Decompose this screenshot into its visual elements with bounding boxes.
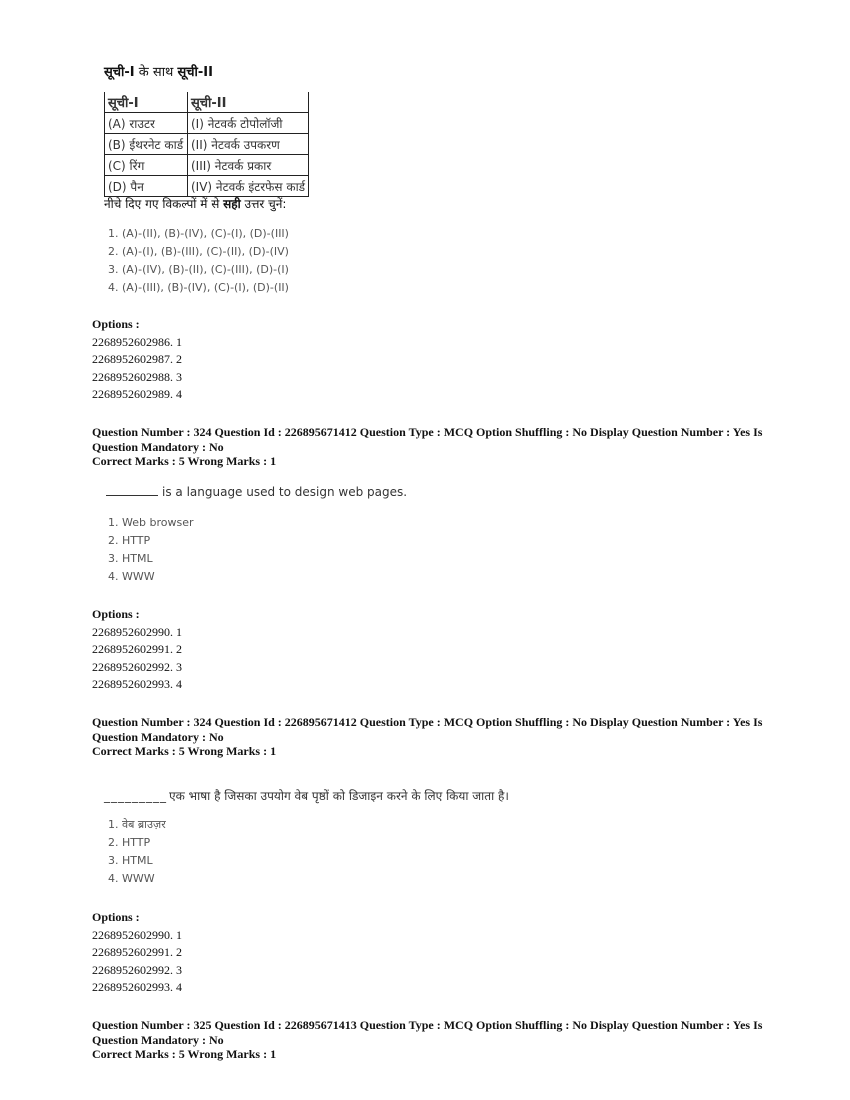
choice-item: 2. (A)-(I), (B)-(III), (C)-(II), (D)-(IV) xyxy=(108,245,289,258)
heading-list2: सूची-II xyxy=(177,65,213,80)
question-meta-line: Question Number : 324 Question Id : 226895671412 Question Type : MCQ Option Shuffling : No Display Question Number : Yes Is Question Mandatory : No xyxy=(92,715,763,744)
match-left: (A) राउटर xyxy=(105,113,188,134)
option-id: 2268952602993. 4 xyxy=(92,980,182,994)
option-id: 2268952602990. 1 xyxy=(92,927,182,942)
marks-line: Correct Marks : 5 Wrong Marks : 1 xyxy=(92,1047,277,1061)
question-meta-line: Question Number : 324 Question Id : 226895671412 Question Type : MCQ Option Shuffling : No Display Question Number : Yes Is Question Mandatory : No xyxy=(92,425,763,454)
q324-hi-options xyxy=(92,909,182,997)
q323-choices xyxy=(108,225,289,297)
col1-header: सूची-I xyxy=(105,92,188,113)
match-right: (II) नेटवर्क उपकरण xyxy=(188,134,309,155)
q324-hi-question xyxy=(104,787,509,804)
choice-item: 4. WWW xyxy=(108,872,155,885)
marks-line: Correct Marks : 5 Wrong Marks : 1 xyxy=(92,454,277,468)
choice-item: 1. Web browser xyxy=(108,516,194,529)
instruction-bold: सही xyxy=(223,197,241,211)
choice-item: 1. वेब ब्राउज़र xyxy=(108,818,166,831)
q324-en-meta xyxy=(92,425,772,469)
q324-hi-meta xyxy=(92,715,772,759)
choice-item: 3. HTML xyxy=(108,854,153,867)
match-table xyxy=(104,92,309,197)
choice-item: 4. (A)-(III), (B)-(IV), (C)-(I), (D)-(II) xyxy=(108,281,289,294)
match-row xyxy=(105,176,309,197)
heading-list1: सूची-I xyxy=(104,65,135,80)
choice-item: 3. (A)-(IV), (B)-(II), (C)-(III), (D)-(I) xyxy=(108,263,289,276)
choice-item: 2. HTTP xyxy=(108,534,151,547)
instruction-pre: नीचे दिए गए विकल्पों में से xyxy=(104,197,224,211)
match-right: (III) नेटवर्क प्रकार xyxy=(188,155,309,176)
option-id: 2268952602987. 2 xyxy=(92,352,182,366)
q324-hi-choices xyxy=(108,816,166,888)
marks-line: Correct Marks : 5 Wrong Marks : 1 xyxy=(92,744,277,758)
match-right: (IV) नेटवर्क इंटरफेस कार्ड xyxy=(188,176,309,197)
option-id: 2268952602992. 3 xyxy=(92,962,182,977)
q323-options xyxy=(92,316,182,404)
q325-meta xyxy=(92,1018,772,1062)
option-id: 2268952602992. 3 xyxy=(92,659,182,674)
choice-item: 4. WWW xyxy=(108,570,155,583)
option-id: 2268952602991. 2 xyxy=(92,642,182,656)
q324-en-question xyxy=(106,485,407,499)
options-label: Options : xyxy=(92,910,140,924)
question-text: एक भाषा है जिसका उपयोग वेब पृष्ठों को डिजाइन करने के लिए किया जाता है। xyxy=(169,789,509,803)
choice-item: 2. HTTP xyxy=(108,836,151,849)
option-id: 2268952602988. 3 xyxy=(92,369,182,384)
choice-item: 3. HTML xyxy=(108,552,153,565)
option-id: 2268952602990. 1 xyxy=(92,624,182,639)
option-id: 2268952602986. 1 xyxy=(92,334,182,349)
q324-en-choices xyxy=(108,514,193,586)
fill-blank xyxy=(106,485,158,496)
match-table-header xyxy=(105,92,309,113)
match-left: (D) पैन xyxy=(105,176,188,197)
options-label: Options : xyxy=(92,317,140,331)
instruction-post: उत्तर चुनें: xyxy=(240,197,287,211)
match-row xyxy=(105,113,309,134)
match-left: (B) ईथरनेट कार्ड xyxy=(105,134,188,155)
question-text: is a language used to design web pages. xyxy=(162,485,408,499)
heading-mid: के साथ xyxy=(134,65,178,80)
choice-item: 1. (A)-(II), (B)-(IV), (C)-(I), (D)-(III) xyxy=(108,227,289,240)
match-heading xyxy=(104,62,213,80)
col2-header: सूची-II xyxy=(188,92,309,113)
match-instruction xyxy=(104,195,286,212)
match-left: (C) रिंग xyxy=(105,155,188,176)
fill-blank: _________ xyxy=(104,789,167,803)
match-row xyxy=(105,134,309,155)
question-meta-line: Question Number : 325 Question Id : 226895671413 Question Type : MCQ Option Shuffling : No Display Question Number : Yes Is Question Mandatory : No xyxy=(92,1018,763,1047)
match-right: (I) नेटवर्क टोपोलॉजी xyxy=(188,113,309,134)
options-label: Options : xyxy=(92,607,140,621)
option-id: 2268952602993. 4 xyxy=(92,677,182,691)
option-id: 2268952602991. 2 xyxy=(92,945,182,959)
match-row xyxy=(105,155,309,176)
option-id: 2268952602989. 4 xyxy=(92,387,182,401)
q324-en-options xyxy=(92,606,182,694)
